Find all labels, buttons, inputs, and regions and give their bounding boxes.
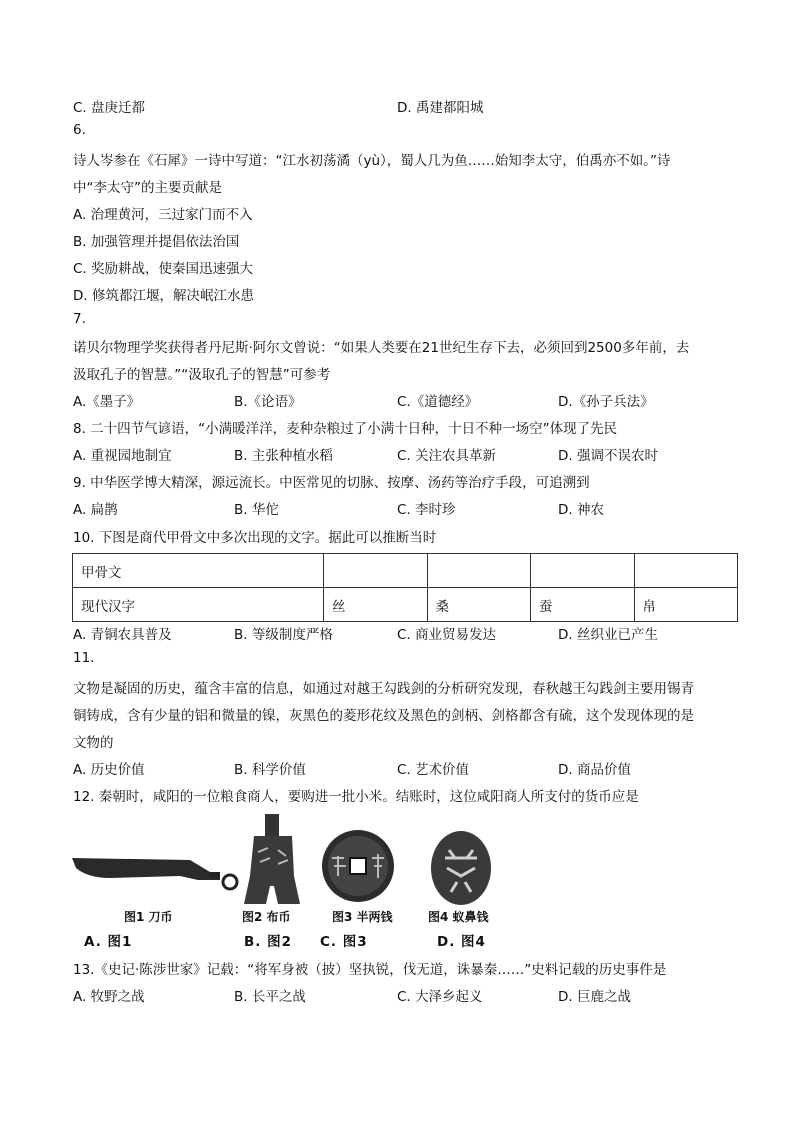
option-b: B. 主张种植水稻 (234, 448, 333, 464)
question-stem: 诺贝尔物理学奖获得者丹尼斯·阿尔文曾说：“如果人类要在21世纪生存下去，必须回到2500多年前，去 (73, 340, 690, 356)
question-stem: 13.《史记·陈涉世家》记载：“将军身被（披）坚执锐，伐无道，诛暴秦……”史料记载的历史事件是 (73, 962, 667, 978)
table-cell: 桑 (427, 588, 531, 622)
option-b: B. 加强管理并提倡依法治国 (73, 234, 240, 250)
oracle-glyph-cell (531, 554, 635, 588)
question-stem: 诗人岑参在《石犀》一诗中写道：“江水初荡潏（yù），蜀人几为鱼……始知李太守，伯禹亦不如。”诗 (73, 153, 671, 169)
option-a: A.《墨子》 (73, 394, 141, 410)
option-c: C. 艺术价值 (397, 762, 470, 778)
option-c: C. 图3 (320, 934, 368, 950)
option-c-prev: C. 盘庚迁都 (73, 100, 146, 116)
oracle-glyph-cell (427, 554, 531, 588)
option-d: D. 丝织业已产生 (558, 627, 658, 643)
option-b: B. 科学价值 (234, 762, 306, 778)
option-a: A. 治理黄河，三过家门而不入 (73, 207, 253, 223)
question-stem: 8. 二十四节气谚语，“小满暖洋洋，麦种杂粮过了小满十日种，十日不种一场空”体现了先民 (73, 421, 618, 437)
option-c: C.《道德经》 (397, 394, 479, 410)
figure-caption: 图2 布币 (242, 910, 291, 924)
question-number: 6. (73, 122, 86, 138)
figure-caption: 图3 半两钱 (332, 910, 393, 924)
oracle-glyph-cell (324, 554, 428, 588)
question-stem: 9. 中华医学博大精深，源远流长。中医常见的切脉、按摩、汤药等治疗手段，可追溯到 (73, 475, 590, 491)
option-a: A. 历史价值 (73, 762, 145, 778)
oracle-glyph-cell (634, 554, 738, 588)
question-stem: 12. 秦朝时，咸阳的一位粮食商人，要购进一批小米。结账时，这位咸阳商人所支付的货币应是 (73, 789, 639, 805)
option-d: D. 商品价值 (558, 762, 631, 778)
option-d-prev: D. 禹建都阳城 (397, 100, 484, 116)
option-c: C. 大泽乡起义 (397, 989, 483, 1005)
option-c: C. 关注农具革新 (397, 448, 497, 464)
oracle-bone-table (72, 553, 738, 622)
question-stem: 10. 下图是商代甲骨文中多次出现的文字。据此可以推断当时 (73, 530, 437, 546)
question-number: 11. (73, 650, 95, 666)
option-b: B. 图2 (244, 934, 293, 950)
figure-caption: 图1 刀币 (124, 910, 173, 924)
question-number: 7. (73, 311, 86, 327)
option-b: B. 长平之战 (234, 989, 306, 1005)
banliang-coin-icon (320, 828, 396, 904)
option-b: B. 等级制度严格 (234, 627, 333, 643)
option-a: A. 图1 (84, 934, 133, 950)
option-b: B. 华佗 (234, 502, 279, 518)
question-stem: 文物的 (73, 735, 114, 751)
option-d: D. 强调不误农时 (558, 448, 658, 464)
question-stem: 文物是凝固的历史，蕴含丰富的信息，如通过对越王勾践剑的分析研究发现，春秋越王勾践剑主要用锡青 (73, 681, 694, 697)
option-b: B.《论语》 (234, 394, 302, 410)
table-cell-label: 现代汉字 (73, 588, 324, 622)
coin-figures (70, 812, 510, 952)
option-d: D. 图4 (437, 934, 486, 950)
option-a: A. 重视园地制宜 (73, 448, 172, 464)
option-c: C. 奖励耕战，使秦国迅速强大 (73, 261, 254, 277)
table-row (73, 554, 738, 588)
table-row (73, 588, 738, 622)
table-cell: 帛 (634, 588, 738, 622)
table-cell: 丝 (324, 588, 428, 622)
option-a: A. 扁鹊 (73, 502, 118, 518)
option-d: D. 修筑都江堰，解决岷江水患 (73, 288, 254, 304)
option-c: C. 李时珍 (397, 502, 456, 518)
option-c: C. 商业贸易发达 (397, 627, 497, 643)
option-d: D. 巨鹿之战 (558, 989, 631, 1005)
question-stem: 汲取孔子的智慧。”“汲取孔子的智慧”可参考 (73, 367, 331, 383)
spade-coin-icon (238, 812, 308, 908)
question-stem: 铜铸成，含有少量的铝和微量的镍，灰黑色的菱形花纹及黑色的剑柄、剑格都含有硫，这个发现体现的是 (73, 708, 694, 724)
ant-nose-coin-icon (427, 828, 495, 908)
option-d: D. 神农 (558, 502, 604, 518)
question-stem: 中“李太守”的主要贡献是 (73, 180, 222, 196)
option-d: D.《孙子兵法》 (558, 394, 654, 410)
option-a: A. 青铜农具普及 (73, 627, 172, 643)
table-cell: 蚕 (531, 588, 635, 622)
table-cell-label: 甲骨文 (73, 554, 324, 588)
knife-coin-icon (70, 842, 240, 902)
option-a: A. 牧野之战 (73, 989, 145, 1005)
figure-caption: 图4 蚁鼻钱 (428, 910, 489, 924)
